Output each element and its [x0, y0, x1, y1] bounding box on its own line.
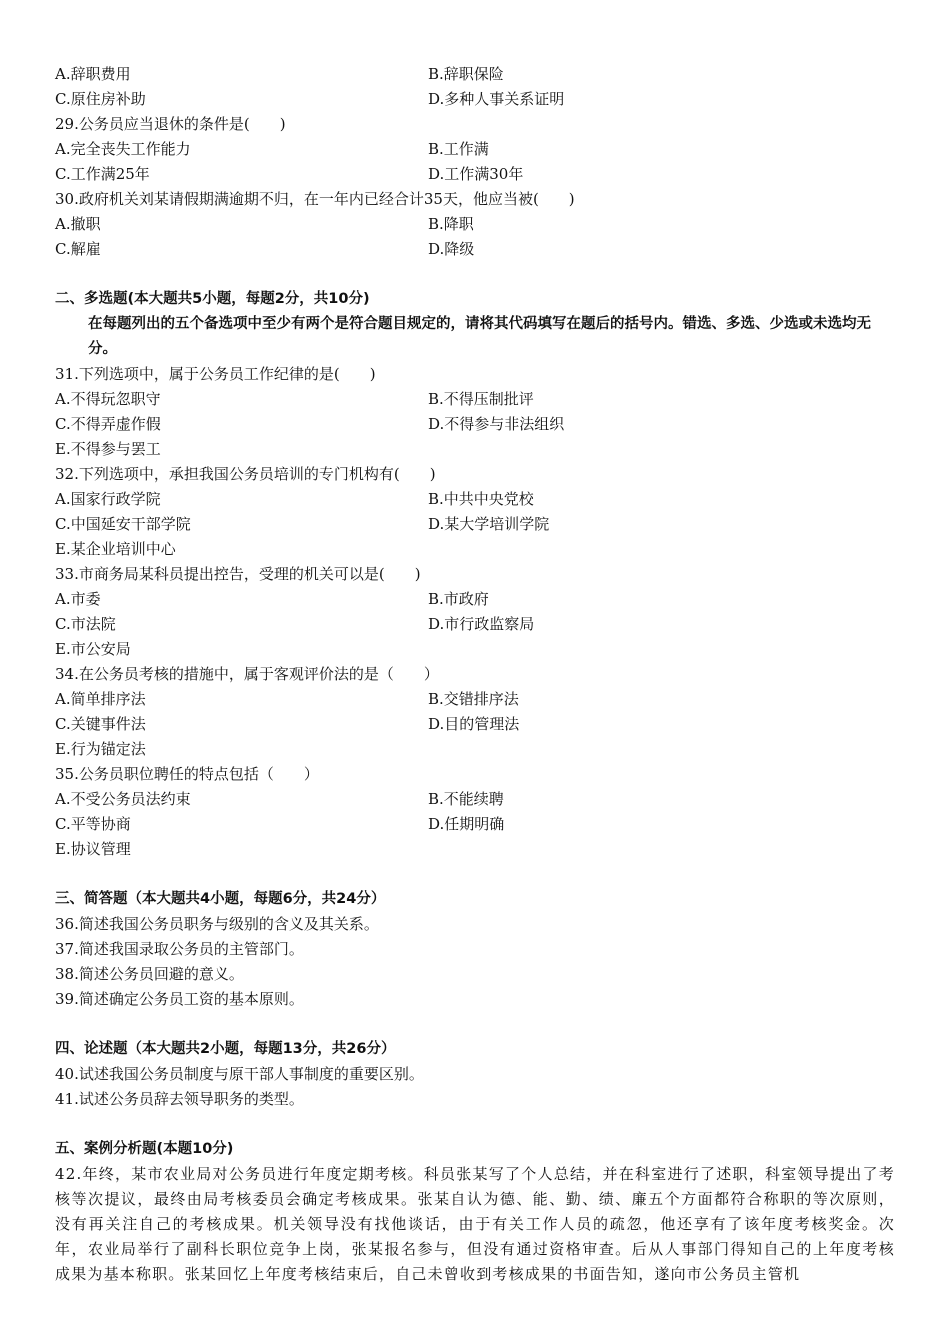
q29-options-row-2: [55, 162, 895, 187]
q28-option-a: A.辞职费用: [55, 65, 131, 83]
section-2-instructions: 在每题列出的五个备选项中至少有两个是符合题目规定的，请将其代码填写在题后的括号内。错选、多选、少选或未选均无分。: [88, 316, 871, 357]
q31-option-c: C.不得弄虚作假: [55, 415, 161, 433]
q32-option-a: A.国家行政学院: [55, 490, 161, 508]
q31-option-a: A.不得玩忽职守: [55, 390, 161, 408]
q33-option-d: D.市行政监察局: [428, 615, 535, 633]
q32-option-d: D.某大学培训学院: [428, 515, 550, 533]
q35-option-c: C.平等协商: [55, 815, 131, 833]
q31-option-b: B.不得压制批评: [428, 390, 534, 408]
q29-options-row-1: [55, 137, 895, 162]
q30-option-b: B.降职: [428, 215, 474, 233]
q28-options-row-2: [55, 87, 895, 112]
q30-options-row-2: [55, 237, 895, 262]
q31-option-e: E.不得参与罢工: [55, 440, 161, 458]
q29-option-c: C.工作满25年: [55, 165, 150, 183]
q35-option-d: D.任期明确: [428, 815, 505, 833]
q35-options-row-1: [55, 787, 895, 812]
q34-option-a: A.简单排序法: [55, 690, 146, 708]
q31-options-row-1: [55, 387, 895, 412]
q34-options-row-1: [55, 687, 895, 712]
section-3-title: 三、简答题（本大题共4小题，每题6分，共24分）: [55, 891, 386, 907]
q33-options-row-2: [55, 612, 895, 637]
q31-options-row-2: [55, 412, 895, 437]
q35-option-b: B.不能续聘: [428, 790, 504, 808]
q37-text: 37.简述我国录取公务员的主管部门。: [55, 940, 304, 958]
q31-stem: 31.下列选项中，属于公务员工作纪律的是( ): [55, 365, 376, 383]
q41-text: 41.试述公务员辞去领导职务的类型。: [55, 1090, 304, 1108]
q34-option-d: D.目的管理法: [428, 715, 520, 733]
q32-option-c: C.中国延安干部学院: [55, 515, 191, 533]
q30-option-d: D.降级: [428, 240, 475, 258]
q38-text: 38.简述公务员回避的意义。: [55, 965, 244, 983]
q29-option-d: D.工作满30年: [428, 165, 524, 183]
q30-options-row-1: [55, 212, 895, 237]
q36-text: 36.简述我国公务员职务与级别的含义及其关系。: [55, 915, 379, 933]
q30-option-c: C.解雇: [55, 240, 101, 258]
q34-option-b: B.交错排序法: [428, 690, 519, 708]
q42-case-text: 42.年终，某市农业局对公务员进行年度定期考核。科员张某写了个人总结，并在科室进行了述职，科室领导提出了考核等次提议，最终由局考核委员会确定考核成果。张某自认为德、能、勤、绩、廉五个方面都符合称职的等次原则，没有再关注自己的考核成果。机关领导没有找他谈话，由于有关工作人员的疏忽，他还享有了该年度考核奖金。次年，农业局举行了副科长职位竞争上岗，张某报名参与，但没有通过资格审查。后从人事部门得知自己的上年度考核成果为基本称职。张某回忆上年度考核结束后，自己未曾收到考核成果的书面告知，遂向市公务员主管机: [55, 1165, 895, 1283]
q32-stem: 32.下列选项中，承担我国公务员培训的专门机构有( ): [55, 465, 436, 483]
q33-stem: 33.市商务局某科员提出控告，受理的机关可以是( ): [55, 565, 421, 583]
exam-page: [55, 62, 895, 1287]
q35-option-e: E.协议管理: [55, 840, 131, 858]
q28-option-c: C.原住房补助: [55, 90, 146, 108]
q32-options-row-1: [55, 487, 895, 512]
q32-option-e: E.某企业培训中心: [55, 540, 176, 558]
q34-options-row-2: [55, 712, 895, 737]
q35-stem: 35.公务员职位聘任的特点包括（ ）: [55, 765, 319, 783]
q31-option-d: D.不得参与非法组织: [428, 415, 565, 433]
q33-option-a: A.市委: [55, 590, 101, 608]
q33-option-c: C.市法院: [55, 615, 116, 633]
q33-option-e: E.市公安局: [55, 640, 131, 658]
q33-option-b: B.市政府: [428, 590, 489, 608]
q40-text: 40.试述我国公务员制度与原干部人事制度的重要区别。: [55, 1065, 424, 1083]
section-4-title: 四、论述题（本大题共2小题，每题13分，共26分）: [55, 1041, 396, 1057]
section-2-title: 二、多选题(本大题共5小题，每题2分，共10分): [55, 291, 370, 307]
q34-option-c: C.关键事件法: [55, 715, 146, 733]
q32-options-row-2: [55, 512, 895, 537]
q28-option-d: D.多种人事关系证明: [428, 90, 565, 108]
q30-option-a: A.撤职: [55, 215, 101, 233]
q34-option-e: E.行为锚定法: [55, 740, 146, 758]
q34-stem: 34.在公务员考核的措施中，属于客观评价法的是（ ）: [55, 665, 439, 683]
q28-options-row-1: [55, 62, 895, 87]
q33-options-row-1: [55, 587, 895, 612]
q29-stem: 29.公务员应当退休的条件是( ): [55, 115, 286, 133]
q29-option-a: A.完全丧失工作能力: [55, 140, 191, 158]
q29-option-b: B.工作满: [428, 140, 489, 158]
q35-options-row-2: [55, 812, 895, 837]
q30-stem: 30.政府机关刘某请假期满逾期不归，在一年内已经合计35天，他应当被( ): [55, 190, 575, 208]
q28-option-b: B.辞职保险: [428, 65, 504, 83]
q35-option-a: A.不受公务员法约束: [55, 790, 191, 808]
q39-text: 39.简述确定公务员工资的基本原则。: [55, 990, 304, 1008]
section-5-title: 五、案例分析题(本题10分): [55, 1141, 234, 1157]
q32-option-b: B.中共中央党校: [428, 490, 534, 508]
